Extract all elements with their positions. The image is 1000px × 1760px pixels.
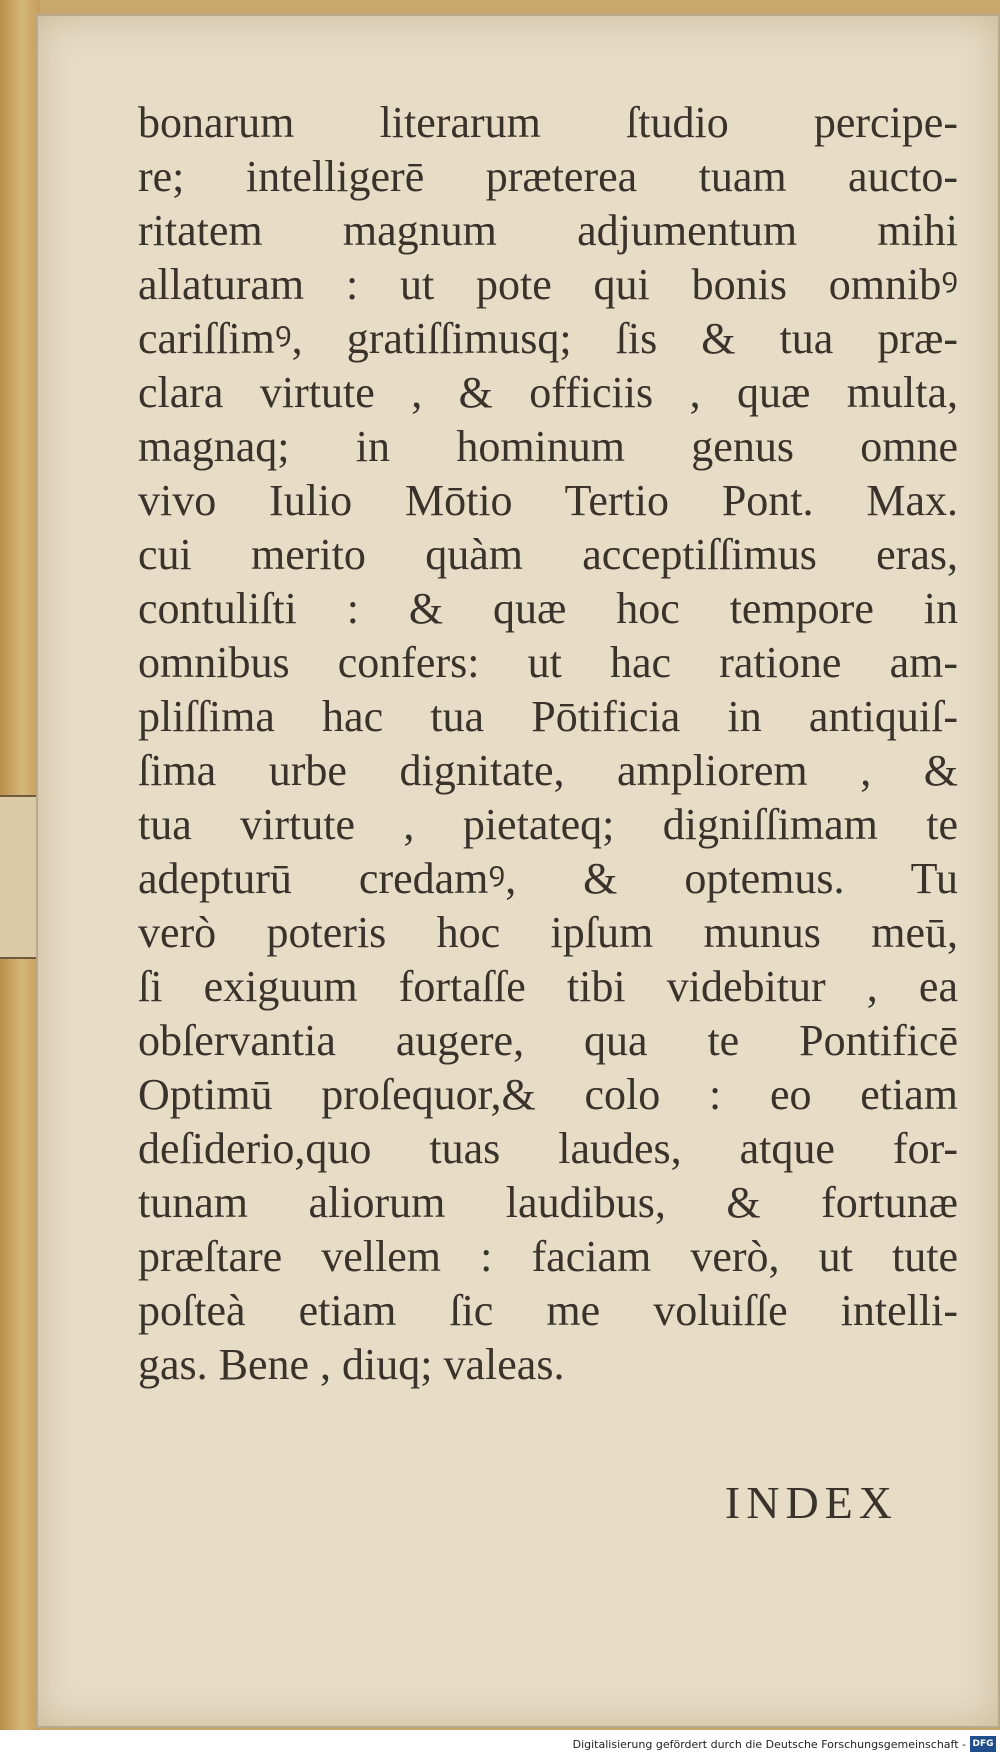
text-line: præſtare vellem : faciam verò, ut tute xyxy=(138,1232,958,1281)
text-line: ſima urbe dignitate, ampliorem , & xyxy=(138,746,958,795)
text-line: vivo Iulio Mōtio Tertio Pont. Max. xyxy=(138,476,958,525)
text-line: Optimū proſequor,& colo : eo etiam xyxy=(138,1070,958,1119)
funding-credit: Digitalisierung gefördert durch die Deutsche Forschungsgemeinschaft - xyxy=(572,1738,966,1751)
text-line: adepturū credamꝰ, & optemus. Tu xyxy=(138,854,958,903)
text-line: pliſſima hac tua Pōtificia in antiquiſ- xyxy=(138,692,958,741)
text-line: cui merito quàm acceptiſſimus eras, xyxy=(138,530,958,579)
text-line: verò poteris hoc ipſum munus meū, xyxy=(138,908,958,957)
dfg-logo: DFG xyxy=(970,1736,996,1752)
footer-bar xyxy=(0,1730,1000,1760)
text-line: obſervantia augere, qua te Pontificē xyxy=(138,1016,958,1065)
text-line: allaturam : ut pote qui bonis omnibꝰ xyxy=(138,260,958,309)
page-text xyxy=(138,96,958,1392)
text-line: ſi exiguum fortaſſe tibi videbitur , ea xyxy=(138,962,958,1011)
text-line: poſteà etiam ſic me voluiſſe intelli- xyxy=(138,1286,958,1335)
text-line: magnaq; in hominum genus omne xyxy=(138,422,958,471)
text-line: gas. Bene , diuq; valeas. xyxy=(138,1340,565,1389)
text-line: contuliſti : & quæ hoc tempore in xyxy=(138,584,958,633)
catchword: INDEX xyxy=(724,1477,898,1528)
text-line: omnibus confers: ut hac ratione am- xyxy=(138,638,958,687)
text-line: cariſſimꝰ, gratiſſimusq; ſis & tua præ- xyxy=(138,314,958,363)
book-page xyxy=(36,14,1000,1728)
text-line: bonarum literarum ſtudio percipe- xyxy=(138,98,958,147)
text-line: ritatem magnum adjumentum mihi xyxy=(138,206,958,255)
text-line: tua virtute , pietateq; digniſſimam te xyxy=(138,800,958,849)
text-line: re; intelligerē præterea tuam aucto- xyxy=(138,152,958,201)
text-line: tunam aliorum laudibus, & fortunæ xyxy=(138,1178,958,1227)
text-line: clara virtute , & officiis , quæ multa, xyxy=(138,368,958,417)
text-line: deſiderio,quo tuas laudes, atque for- xyxy=(138,1124,958,1173)
